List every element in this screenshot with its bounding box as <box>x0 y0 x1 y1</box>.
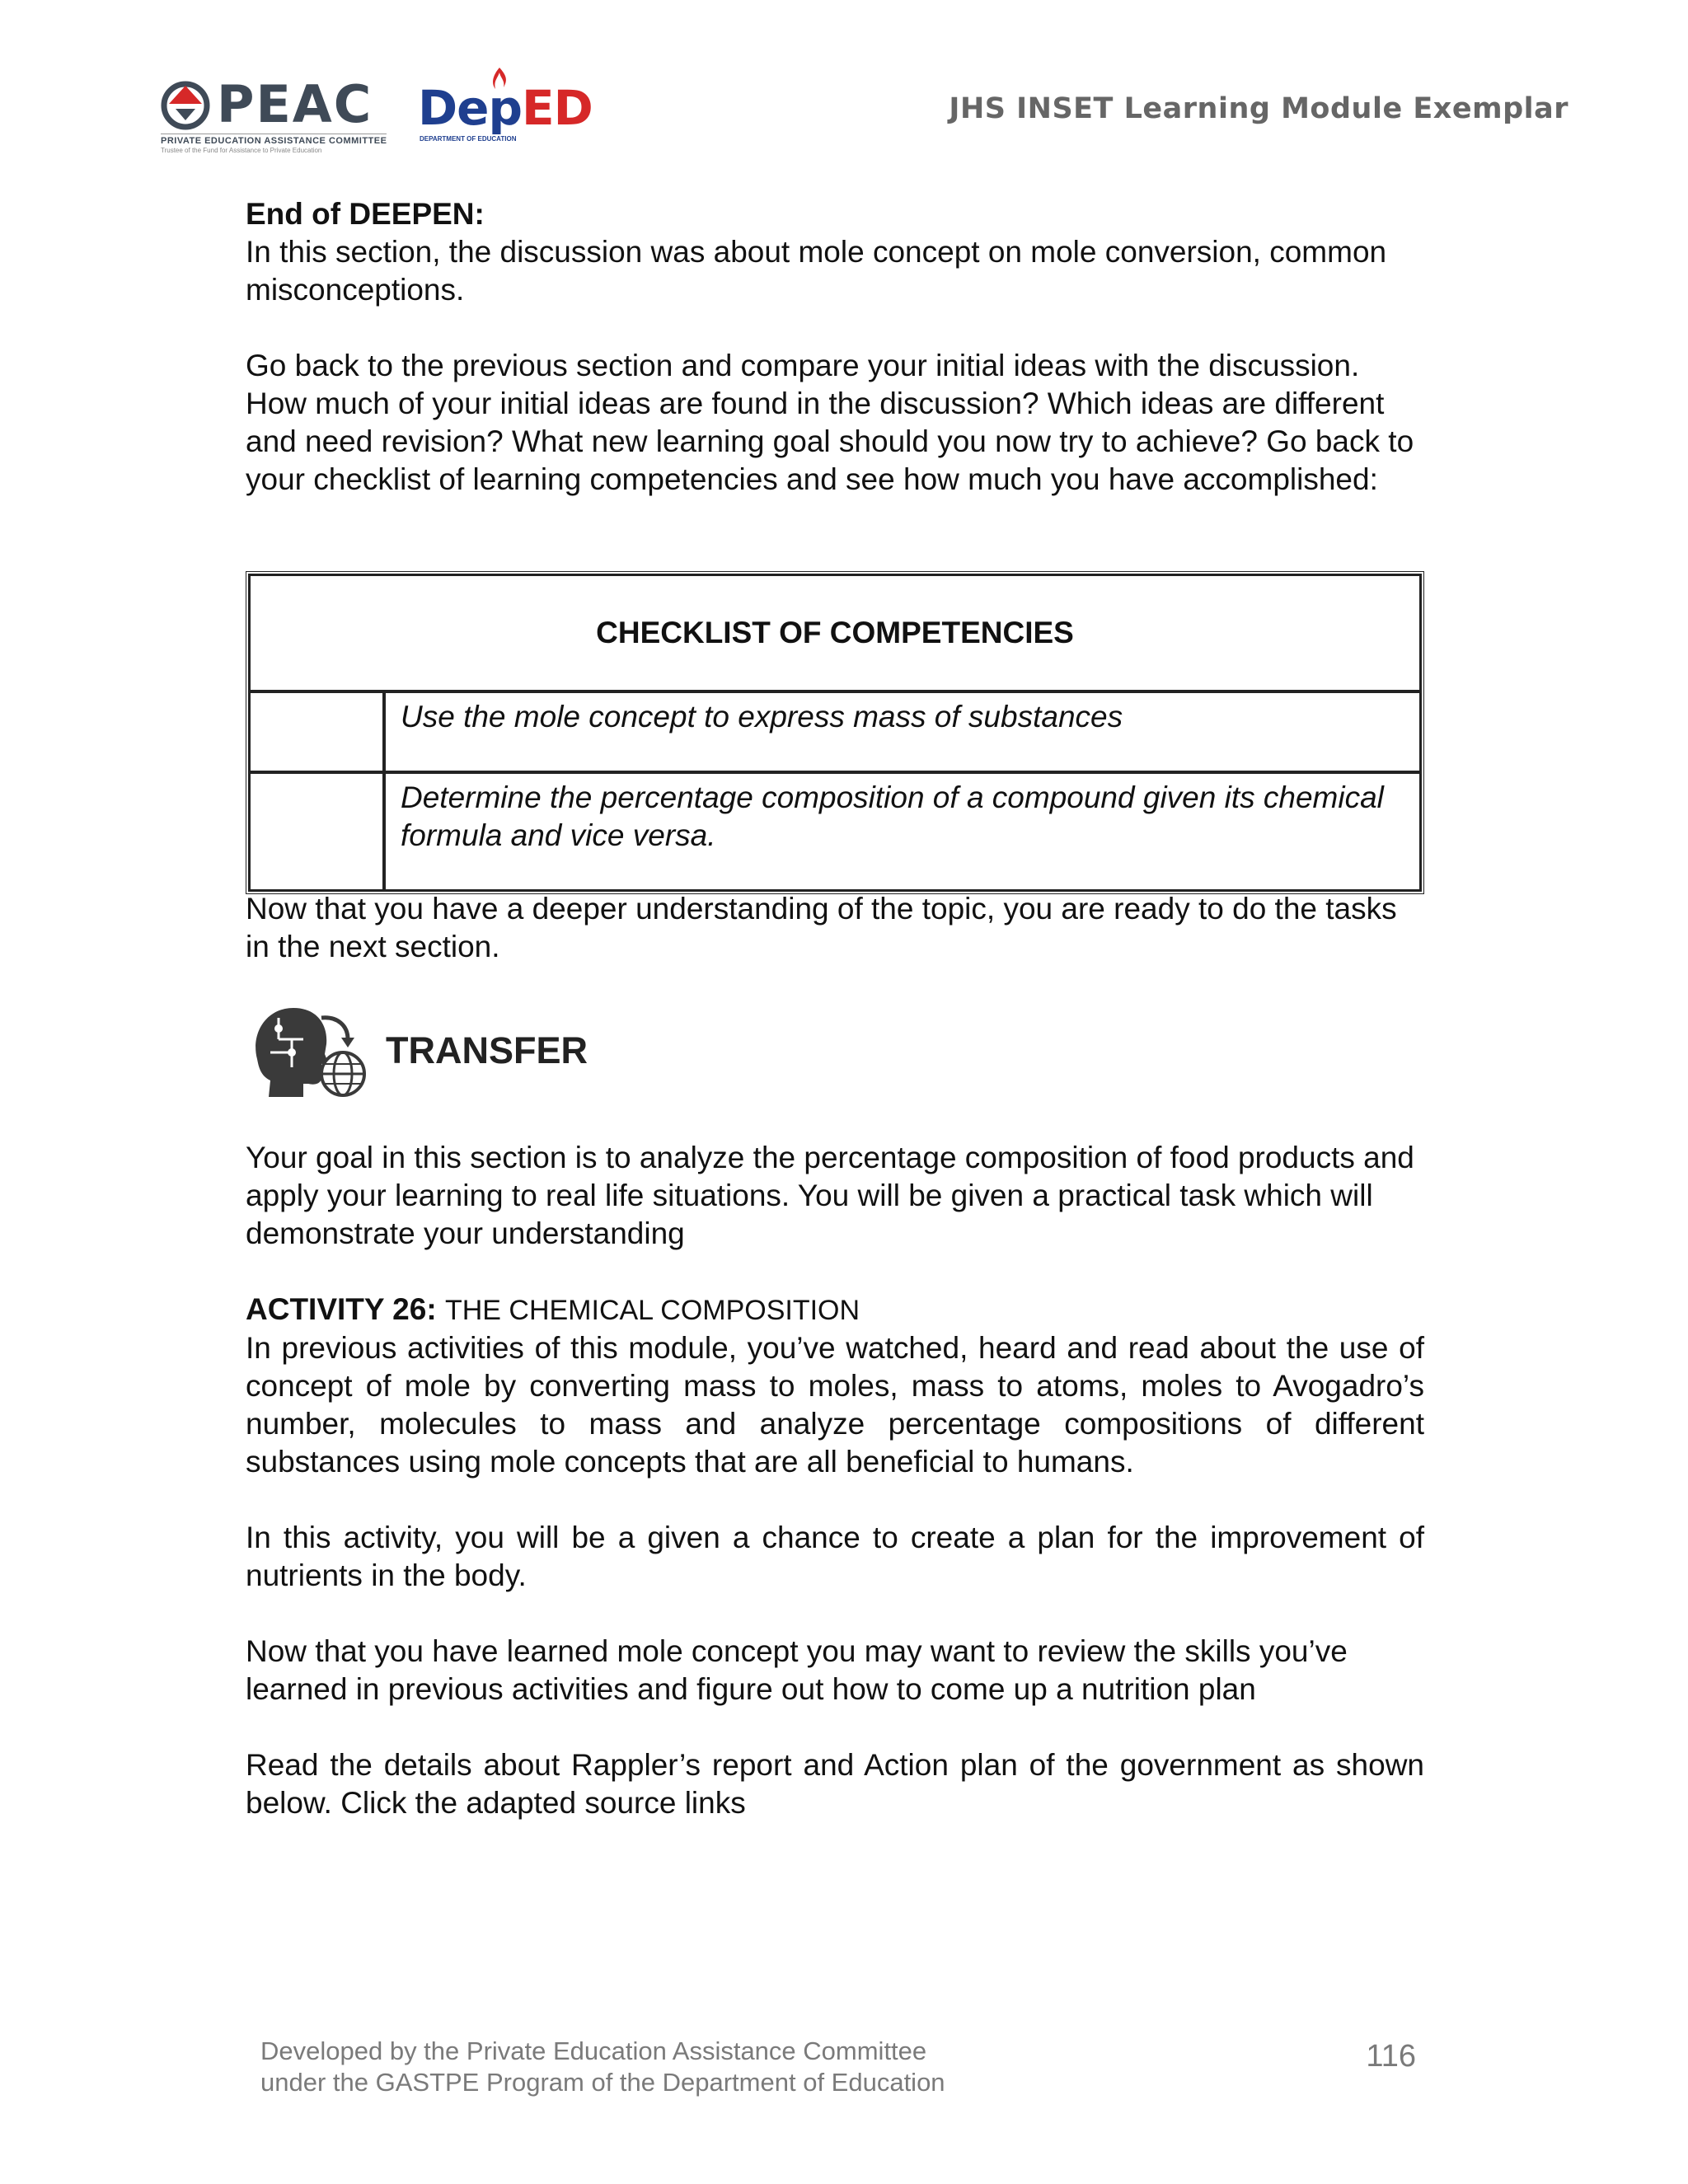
deepen-heading: End of DEEPEN: <box>246 197 485 231</box>
activity-paragraph: In previous activities of this module, you’ve watched, heard and read about the use of concept of mole by converting mass to moles, mass to atoms, moles to Avogadro’s number, molecules to mass and analyze percentage compositions of different substances using mole concepts that are all beneficial to humans. <box>246 1331 1424 1479</box>
transfer-heading <box>246 1001 823 1100</box>
deepen-reflection: Go back to the previous section and compare your initial ideas with the discussion. How much of your initial ideas are found in the discussion? Which ideas are different and need revision? What new learning goal should you now try to achieve? Go back to your checklist of learning competencies and see how much you have accomplished: <box>246 349 1414 496</box>
after-checklist-text: Now that you have a deeper understanding of the topic, you are ready to do the tasks in the next section. <box>246 892 1397 963</box>
peac-logo <box>161 74 387 155</box>
peac-wordmark: PEAC <box>217 74 373 134</box>
activity-paragraph: Read the details about Rappler’s report and Action plan of the government as shown below. Click the adapted source links <box>246 1748 1424 1820</box>
deped-ed: ED <box>522 80 593 136</box>
deped-logo <box>418 66 593 148</box>
transfer-title: TRANSFER <box>386 1029 588 1071</box>
deepen-section <box>246 195 1423 499</box>
checklist-item: Use the mole concept to express mass of substances <box>384 691 1421 772</box>
activity-paragraph: Now that you have learned mole concept you may want to review the skills you’ve learned in previous activities and figure out how to come up a nutrition plan <box>246 1634 1348 1706</box>
activity-heading <box>246 1291 1424 1329</box>
deped-subtitle: DEPARTMENT OF EDUCATION <box>420 135 517 143</box>
deped-dep: Dep <box>418 80 522 136</box>
footer-line: Developed by the Private Education Assistance Committee <box>260 2036 927 2065</box>
page-number: 116 <box>1366 2039 1416 2074</box>
checklist-checkbox[interactable] <box>249 772 384 891</box>
page-footer <box>260 2036 1414 2098</box>
page-header <box>0 0 1688 165</box>
transfer-section <box>246 1139 1424 1822</box>
checklist-item: Determine the percentage composition of a compound given its chemical formula and vice versa. <box>384 772 1421 891</box>
activity-label: ACTIVITY 26: <box>246 1292 437 1326</box>
checklist-checkbox[interactable] <box>249 691 384 772</box>
deepen-summary: In this section, the discussion was about mole concept on mole conversion, common misconceptions. <box>246 235 1387 307</box>
peac-tagline: Trustee of the Fund for Assistance to Private Education <box>161 147 322 154</box>
activity-paragraph: In this activity, you will be a given a chance to create a plan for the improvement of nutrients in the body. <box>246 1521 1424 1592</box>
peac-subtitle: PRIVATE EDUCATION ASSISTANCE COMMITTEE <box>161 134 387 146</box>
module-title: JHS INSET Learning Module Exemplar <box>949 92 1568 125</box>
checklist-table <box>246 571 1424 894</box>
activity-name: THE CHEMICAL COMPOSITION <box>444 1295 860 1326</box>
table-row <box>249 691 1421 772</box>
transfer-goal: Your goal in this section is to analyze the percentage composition of food products and apply your learning to real life situations. You will be given a practical task which will demonstrate your understanding <box>246 1141 1414 1250</box>
footer-line: under the GASTPE Program of the Department of Education <box>260 2068 945 2097</box>
peac-mark-icon <box>161 81 210 130</box>
table-row <box>249 772 1421 891</box>
deped-wordmark <box>418 81 593 135</box>
checklist-title: CHECKLIST OF COMPETENCIES <box>249 574 1421 691</box>
head-puzzle-globe-icon <box>246 1001 369 1100</box>
